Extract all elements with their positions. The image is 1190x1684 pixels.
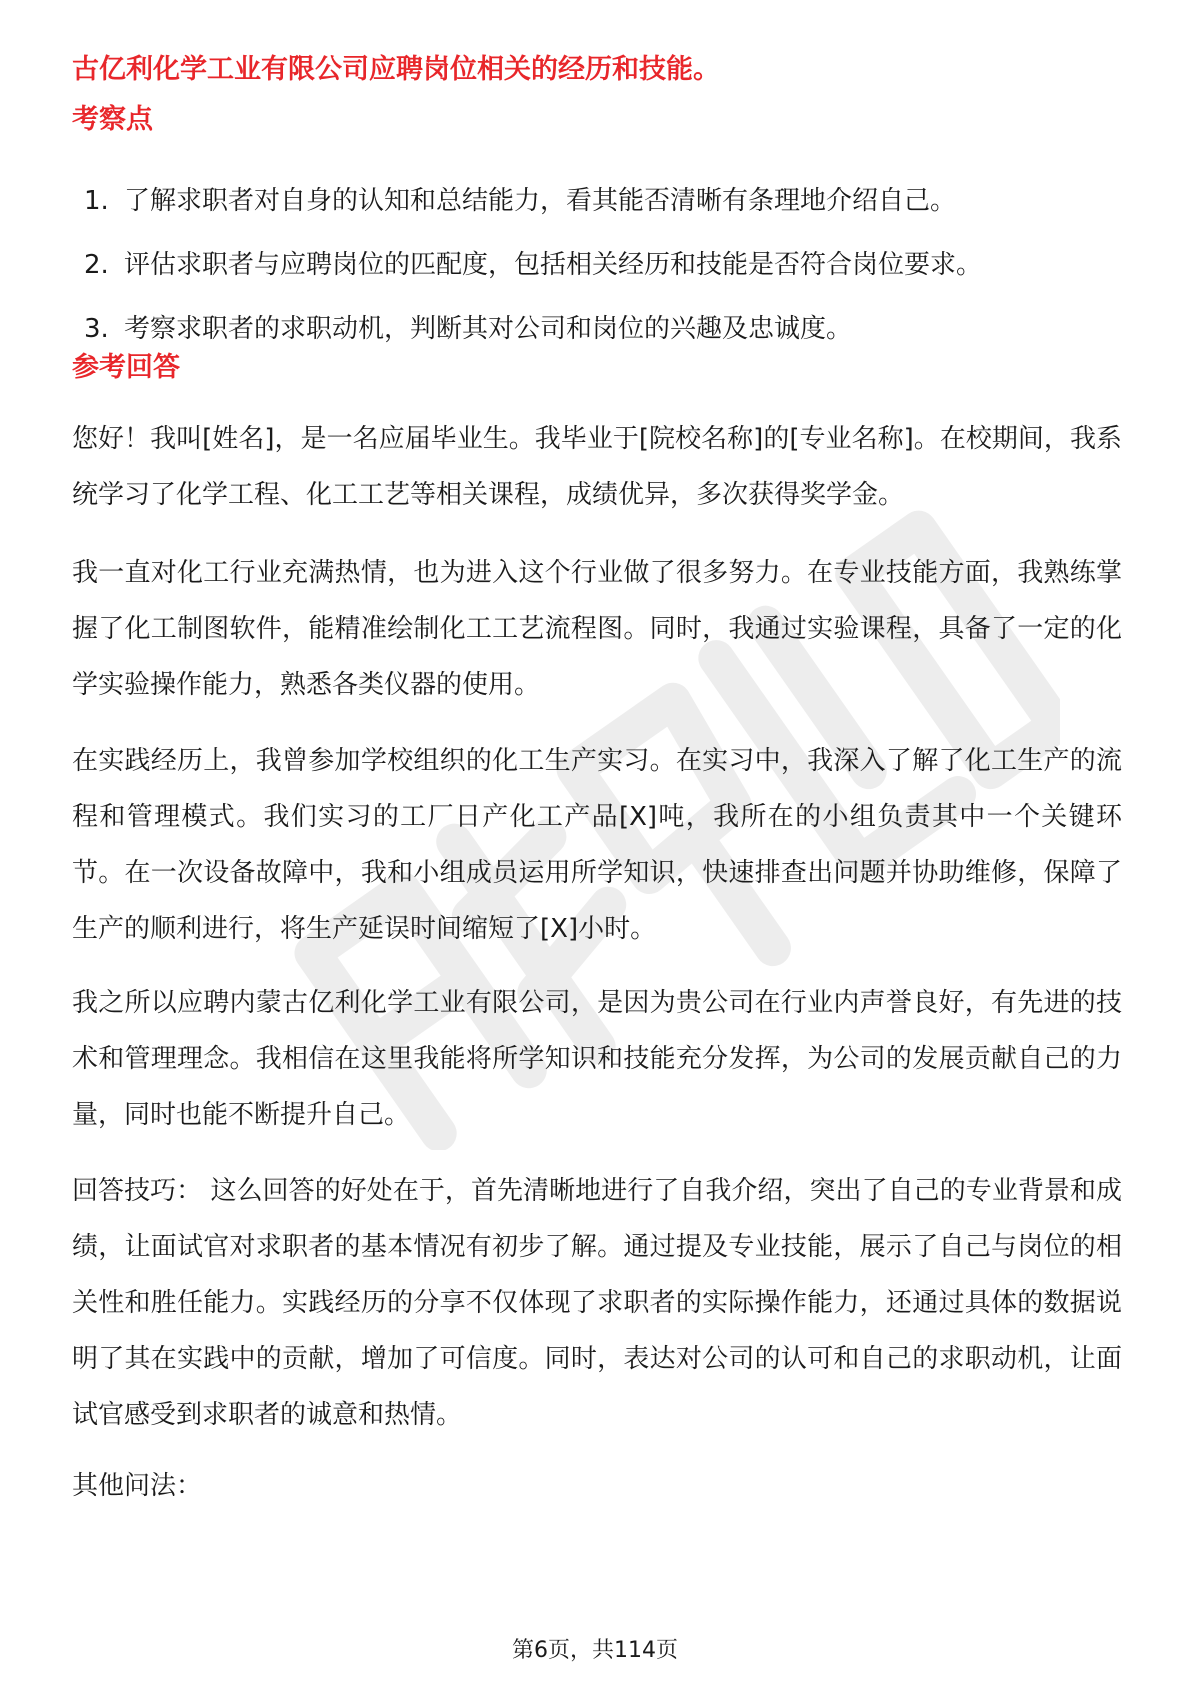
list-number: 3. xyxy=(84,314,109,344)
answer-paragraph: 我一直对化工行业充满热情，也为进入这个行业做了很多努力。在专业技能方面，我熟练掌握了化工制图软件，能精准绘制化工工艺流程图。同时，我通过实验课程，具备了一定的化学实验操作能力，熟悉各类仪器的使用。 xyxy=(72,558,1122,700)
list-item xyxy=(84,246,982,284)
list-number: 1. xyxy=(84,186,109,216)
list-text: 了解求职者对自身的认知和总结能力，看其能否清晰有条理地介绍自己。 xyxy=(124,186,957,216)
list-text: 考察求职者的求职动机，判断其对公司和岗位的兴趣及忠诚度。 xyxy=(124,314,853,344)
list-item xyxy=(84,310,982,348)
section-heading-points: 考察点 xyxy=(72,104,153,135)
list-item xyxy=(84,182,982,220)
answer-paragraph: 您好！我叫[姓名]，是一名应届毕业生。我毕业于[院校名称]的[专业名称]。在校期间，我系统学习了化学工程、化工工艺等相关课程，成绩优异，多次获得奖学金。 xyxy=(72,424,1122,510)
page-footer: 第6页，共114页 xyxy=(512,1638,678,1663)
other-questions-label: 其他问法： xyxy=(72,1471,203,1501)
section-heading-answer: 参考回答 xyxy=(72,352,180,383)
answer-paragraph: 在实践经历上，我曾参加学校组织的化工生产实习。在实习中，我深入了解了化工生产的流程和管理模式。我们实习的工厂日产化工产品[X]吨，我所在的小组负责其中一个关键环节。在一次设备故障中，我和小组成员运用所学知识，快速排查出问题并协助维修，保障了生产的顺利进行，将生产延误时间缩短了[X]小时。 xyxy=(72,746,1122,944)
list-text: 评估求职者与应聘岗位的匹配度，包括相关经历和技能是否符合岗位要求。 xyxy=(124,250,983,280)
page-title: 古亿利化学工业有限公司应聘岗位相关的经历和技能。 xyxy=(72,54,720,85)
list-number: 2. xyxy=(84,250,109,280)
tips-paragraph: 回答技巧： 这么回答的好处在于，首先清晰地进行了自我介绍，突出了自己的专业背景和成绩，让面试官对求职者的基本情况有初步了解。通过提及专业技能，展示了自己与岗位的相关性和胜任能力。实践经历的分享不仅体现了求职者的实际操作能力，还通过具体的数据说明了其在实践中的贡献，增加了可信度。同时，表达对公司的认可和自己的求职动机，让面试官感受到求职者的诚意和热情。 xyxy=(72,1176,1122,1430)
points-list xyxy=(84,182,982,374)
answer-paragraph: 我之所以应聘内蒙古亿利化学工业有限公司，是因为贵公司在行业内声誉良好，有先进的技术和管理理念。我相信在这里我能将所学知识和技能充分发挥，为公司的发展贡献自己的力量，同时也能不断提升自己。 xyxy=(72,988,1122,1130)
